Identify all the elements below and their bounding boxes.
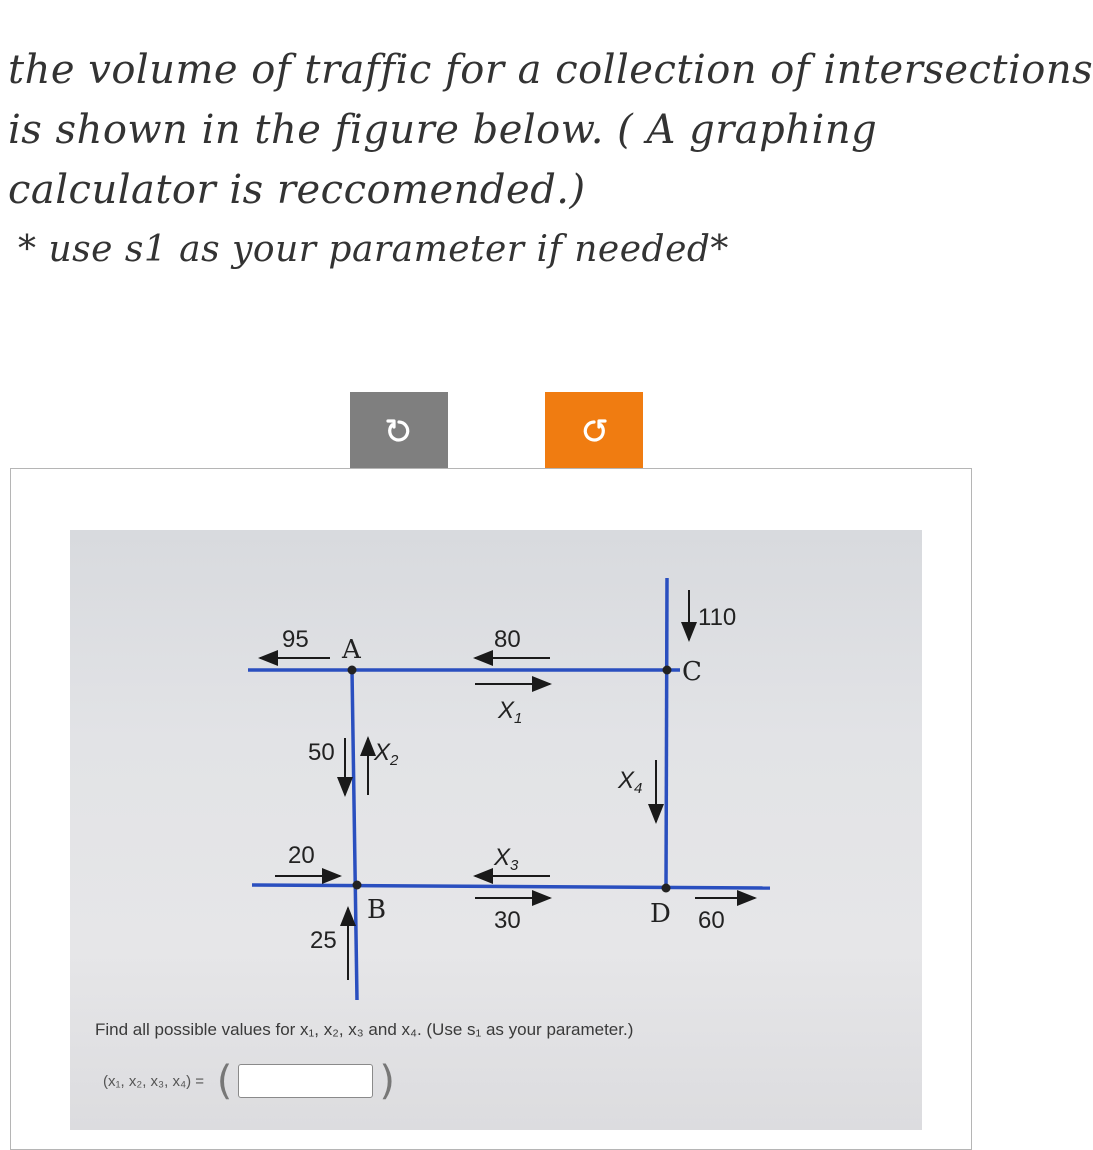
prompt-line-1: the volume of traffic for a collection of intersections [8, 47, 1093, 93]
label-25: 25 [310, 927, 337, 954]
label-x1: $X_1$ [498, 697, 523, 727]
answer-input[interactable] [238, 1064, 373, 1098]
node-c-dot [663, 666, 672, 675]
traffic-network-figure [70, 530, 922, 1130]
label-80: 80 [494, 626, 521, 653]
label-110: 110 [698, 604, 737, 631]
label-node-c: C [682, 657, 702, 687]
label-95: 95 [282, 626, 309, 653]
answer-row [103, 1058, 395, 1104]
undo-button[interactable] [350, 392, 448, 470]
road-right [666, 578, 667, 888]
question-text: Find all possible values for x₁, x₂, x₃ and x₄. (Use s₁ as your parameter.) [95, 1020, 634, 1039]
open-paren: ( [204, 1058, 233, 1104]
road-left [352, 670, 357, 1000]
prompt-line-3: calculator is reccomended.) [8, 167, 586, 213]
label-node-b: B [367, 895, 387, 925]
node-a-dot [348, 666, 357, 675]
label-x2: $X_2$ [374, 739, 399, 769]
prompt-line-2: is shown in the figure below. ( A graphing [8, 107, 878, 153]
label-20: 20 [288, 842, 315, 869]
label-x4: $X_4$ [618, 767, 643, 797]
label-node-d: D [650, 899, 671, 929]
node-b-dot [353, 881, 362, 890]
prompt-text [8, 40, 1093, 280]
label-50: 50 [308, 739, 335, 766]
redo-button[interactable] [545, 392, 643, 470]
road-bottom [252, 885, 770, 888]
node-d-dot [662, 884, 671, 893]
label-60: 60 [698, 907, 725, 934]
label-x3: $X_3$ [494, 844, 519, 874]
close-paren: ) [379, 1058, 395, 1104]
label-node-a: A [342, 635, 361, 665]
redo-icon [579, 416, 609, 446]
undo-icon [384, 416, 414, 446]
label-30: 30 [494, 907, 521, 934]
traffic-network-diagram [70, 530, 922, 1130]
prompt-line-4: * use s1 as your parameter if needed* [18, 229, 729, 270]
answer-label: (x₁, x₂, x₃, x₄) = [103, 1072, 205, 1090]
